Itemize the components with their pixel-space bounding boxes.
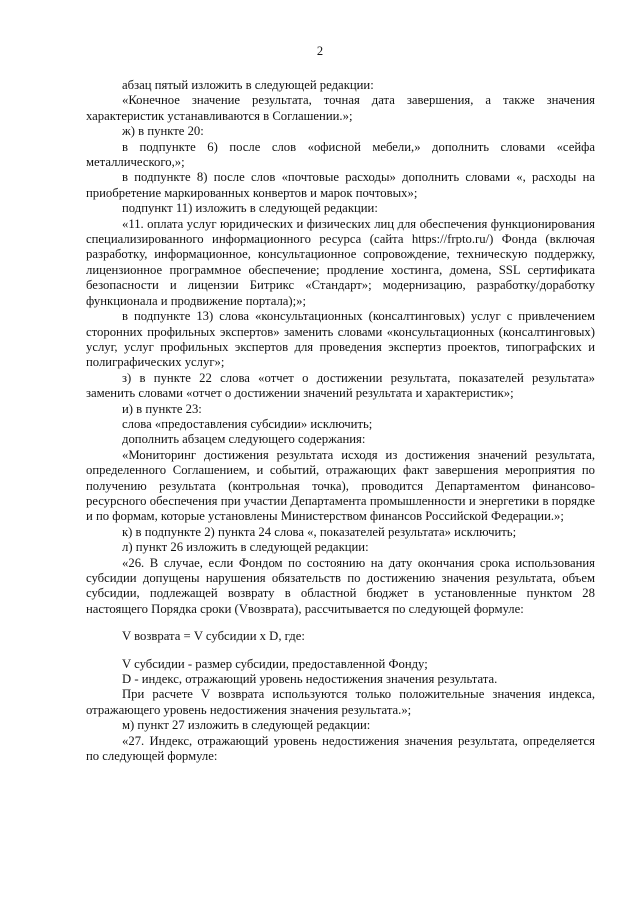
paragraph: V субсидии - размер субсидии, предоставленной Фонду; — [122, 656, 428, 671]
paragraph: D - индекс, отражающий уровень недостижения значения результата. — [122, 672, 498, 687]
page-number: 2 — [316, 44, 324, 58]
paragraph: в подпункте 13) слова «консультационных (консалтинговых) услуг с привлечением сторонних профильных экспертов» заменить словами «консультационных (консалтинговых) услуг, услуг профильных экспертов для проведения экспертиз проектов, типографских и полиграфических услуг»; — [86, 309, 595, 370]
formula: V возврата = V субсидии x D, где: — [122, 629, 305, 644]
paragraph: л) пункт 26 изложить в следующей редакции: — [122, 540, 369, 555]
paragraph: абзац пятый изложить в следующей редакции: — [122, 78, 374, 92]
paragraph: дополнить абзацем следующего содержания: — [122, 432, 366, 447]
paragraph: «Конечное значение результата, точная дата завершения, а также значения характеристик устанавливаются в Соглашении.»; — [86, 93, 595, 123]
paragraph: «27. Индекс, отражающий уровень недостижения значения результата, определяется по следующей формуле: — [86, 733, 595, 764]
paragraph: подпункт 11) изложить в следующей редакции: — [122, 201, 378, 216]
paragraph: к) в подпункте 2) пункта 24 слова «, показателей результата» исключить; — [122, 524, 517, 539]
paragraph: «26. В случае, если Фондом по состоянию на дату окончания срока использования субсидии допущены нарушения обязательств по достижению значения результата, объем субсидии, подлежащей возврату в областной бюджет в установленные пунктом 28 настоящего Порядка сроки (Vвозврата), рассчитывается по следующей формуле: — [86, 555, 595, 616]
paragraph: При расчете V возврата используются только положительные значения индекса, отражающего уровень недостижения значения результата.»; — [86, 687, 595, 717]
paragraph: м) пункт 27 изложить в следующей редакции: — [122, 718, 371, 733]
paragraph: слова «предоставления субсидии» исключить; — [122, 416, 373, 431]
paragraph: «Мониторинг достижения результата исходя из достижения значений результата, определенного Соглашением, и событий, отражающих факт завершения мероприятия по получению результата (контрольная точка), проводится Департаментом финансово-ресурсного обеспечения при участии Департамента промышленности и энергетики в порядке и по формам, которые установлены Министерством финансов Российской Федерации.»; — [86, 447, 595, 524]
document-body — [86, 78, 595, 764]
paragraph: в подпункте 8) после слов «почтовые расходы» дополнить словами «, расходы на приобретение маркированных конвертов и марок почтовых»; — [86, 170, 595, 200]
paragraph: и) в пункте 23: — [122, 401, 202, 416]
paragraph: «11. оплата услуг юридических и физических лиц для обеспечения функционирования специализированного информационного ресурса (сайта https://frpto.ru/) Фонда (включая разработку, информационное, консультационное сопровождение, техническую поддержку, лицензионное программное обеспечение; продление хостинга, домена, SSL сертификата безопасности и лицензии Битрикс «Стандарт»; модернизацию, разработку/доработку функционала и продвижение портала);»; — [86, 216, 595, 308]
paragraph: ж) в пункте 20: — [122, 124, 204, 139]
paragraph: з) в пункте 22 слова «отчет о достижении результата, показателей результата» заменить словами «отчет о достижении значений результата и характеристик»; — [86, 370, 595, 401]
paragraph: в подпункте 6) после слов «офисной мебели,» дополнить словами «сейфа металлического,»; — [86, 139, 595, 170]
